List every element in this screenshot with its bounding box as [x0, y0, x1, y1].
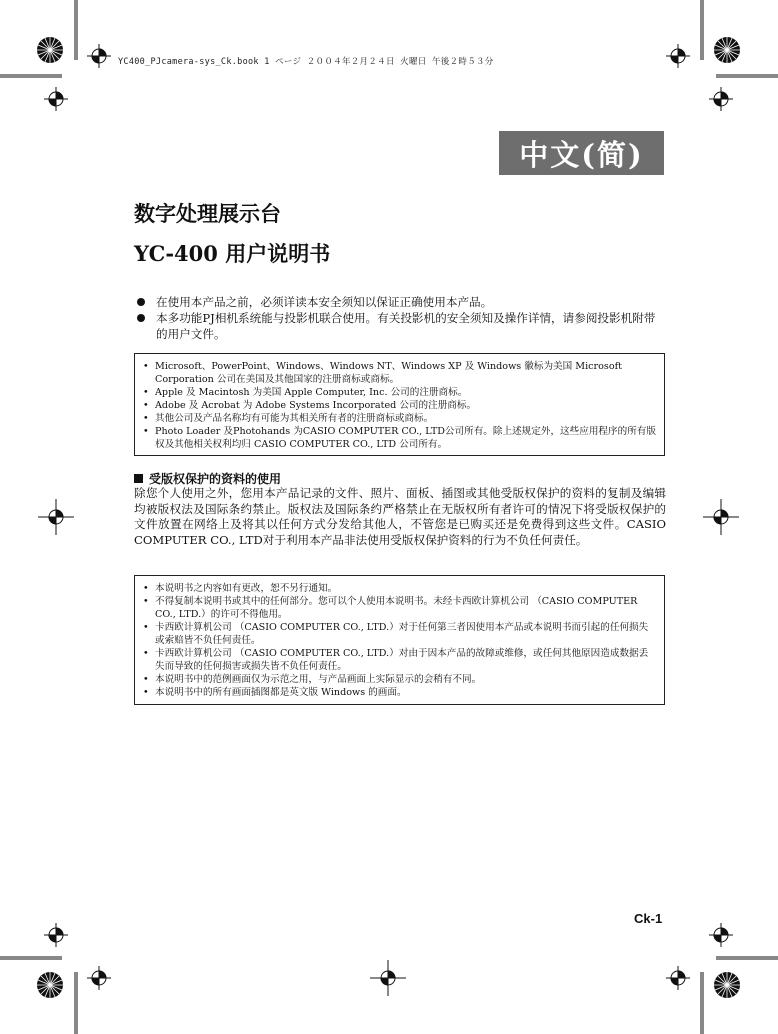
list-item — [143, 686, 656, 699]
list-item-text: Adobe 及 Acrobat 为 Adobe Systems Incorporated 公司的注册商标。 — [155, 400, 477, 411]
bullet-mark: • — [143, 596, 149, 607]
bullet-mark: • — [143, 622, 149, 633]
list-item — [143, 386, 656, 399]
bullet-mark: • — [143, 400, 149, 411]
list-item-text: 本说明书中的所有画面插图都是英文版 Windows 的画面。 — [155, 687, 407, 698]
file-info-header: YC400_PJcamera-sys_Ck.book 1 ページ ２００４年２月２４日 火曜日 午後２時５３分 — [118, 57, 494, 67]
list-item — [134, 310, 666, 342]
list-item-text: Photo Loader 及Photohands 为CASIO COMPUTER CO., LTD公司所有。除上述规定外，这些应用程序的所有版权及其他相关权利均归 CASIO COMPUTER CO., LTD 公司所有。 — [155, 426, 656, 450]
bullet-mark: • — [143, 674, 149, 685]
square-bullet-icon — [134, 474, 143, 483]
list-item — [134, 294, 666, 310]
bullet-mark: • — [143, 648, 149, 659]
list-item — [143, 621, 656, 647]
list-item-text: Apple 及 Macintosh 为美国 Apple Computer, Inc. 公司的注册商标。 — [155, 387, 468, 398]
intro-bullet-list — [134, 294, 666, 342]
bullet-mark: • — [143, 361, 149, 372]
list-item-text: 在使用本产品之前，必须详读本安全须知以保证正确使用本产品。 — [156, 295, 493, 309]
bullet-mark: • — [143, 583, 149, 594]
bullet-dot-icon — [137, 314, 145, 322]
section-heading — [134, 470, 281, 487]
list-item-text: 本多功能PJ相机系统能与投影机联合使用。有关投影机的安全须知及操作详情，请参阅投影机附带的用户文件。 — [156, 311, 656, 341]
trademark-notice-box — [134, 353, 665, 456]
language-tab: 中文(简) — [499, 131, 664, 175]
document-subtitle: YC-400 用户说明书 — [134, 241, 331, 266]
list-item — [143, 360, 656, 386]
list-item-text: Microsoft、PowerPoint、Windows、Windows NT、Windows XP 及 Windows 徽标为美国 Microsoft Corporation 公司在美国及其他国家的注册商标或商标。 — [155, 361, 623, 385]
list-item-text: 本说明书之内容如有更改，恕不另行通知。 — [155, 583, 338, 594]
list-item-text: 本说明书中的范例画面仅为示范之用，与产品画面上实际显示的会稍有不同。 — [155, 674, 482, 685]
list-item — [143, 582, 656, 595]
disclaimer-notice-box — [134, 575, 665, 705]
list-item-text: 卡西欧计算机公司 （CASIO COMPUTER CO., LTD.）对由于因本产品的故障或维修，或任何其他原因造成数据丢失而导致的任何损害或损失皆不负任何责任。 — [155, 648, 649, 672]
list-item — [143, 425, 656, 451]
list-item — [143, 595, 656, 621]
bullet-mark: • — [143, 687, 149, 698]
list-item — [143, 399, 656, 412]
list-item — [143, 673, 656, 686]
list-item — [143, 412, 656, 425]
section-heading-text: 受版权保护的资料的使用 — [149, 472, 282, 486]
section-body: 除您个人使用之外，您用本产品记录的文件、照片、面板、插图或其他受版权保护的资料的复制及编辑均被版权法及国际条约禁止。版权法及国际条约严格禁止在无版权所有者许可的情况下将受版权保护的文件放置在网络上及将其以任何方式分发给其他人，不管您是已购买还是免费得到这些文件。CASIO COMPUTER CO., LTD对于利用本产品非法使用受版权保护资料的行为不负任何责任。 — [134, 486, 666, 547]
document-title: 数字处理展示台 — [134, 201, 281, 226]
list-item — [143, 647, 656, 673]
bullet-mark: • — [143, 413, 149, 424]
bullet-dot-icon — [137, 298, 145, 306]
list-item-text: 其他公司及产品名称均有可能为其相关所有者的注册商标或商标。 — [155, 413, 434, 424]
bullet-mark: • — [143, 426, 149, 437]
page-number: Ck-1 — [634, 911, 663, 926]
bullet-mark: • — [143, 387, 149, 398]
list-item-text: 不得复制本说明书或其中的任何部分。您可以个人使用本说明书。未经卡西欧计算机公司 （CASIO COMPUTER CO., LTD.）的许可不得他用。 — [155, 596, 638, 620]
list-item-text: 卡西欧计算机公司 （CASIO COMPUTER CO., LTD.）对于任何第三者因使用本产品或本说明书而引起的任何损失或索赔皆不负任何责任。 — [155, 622, 649, 646]
